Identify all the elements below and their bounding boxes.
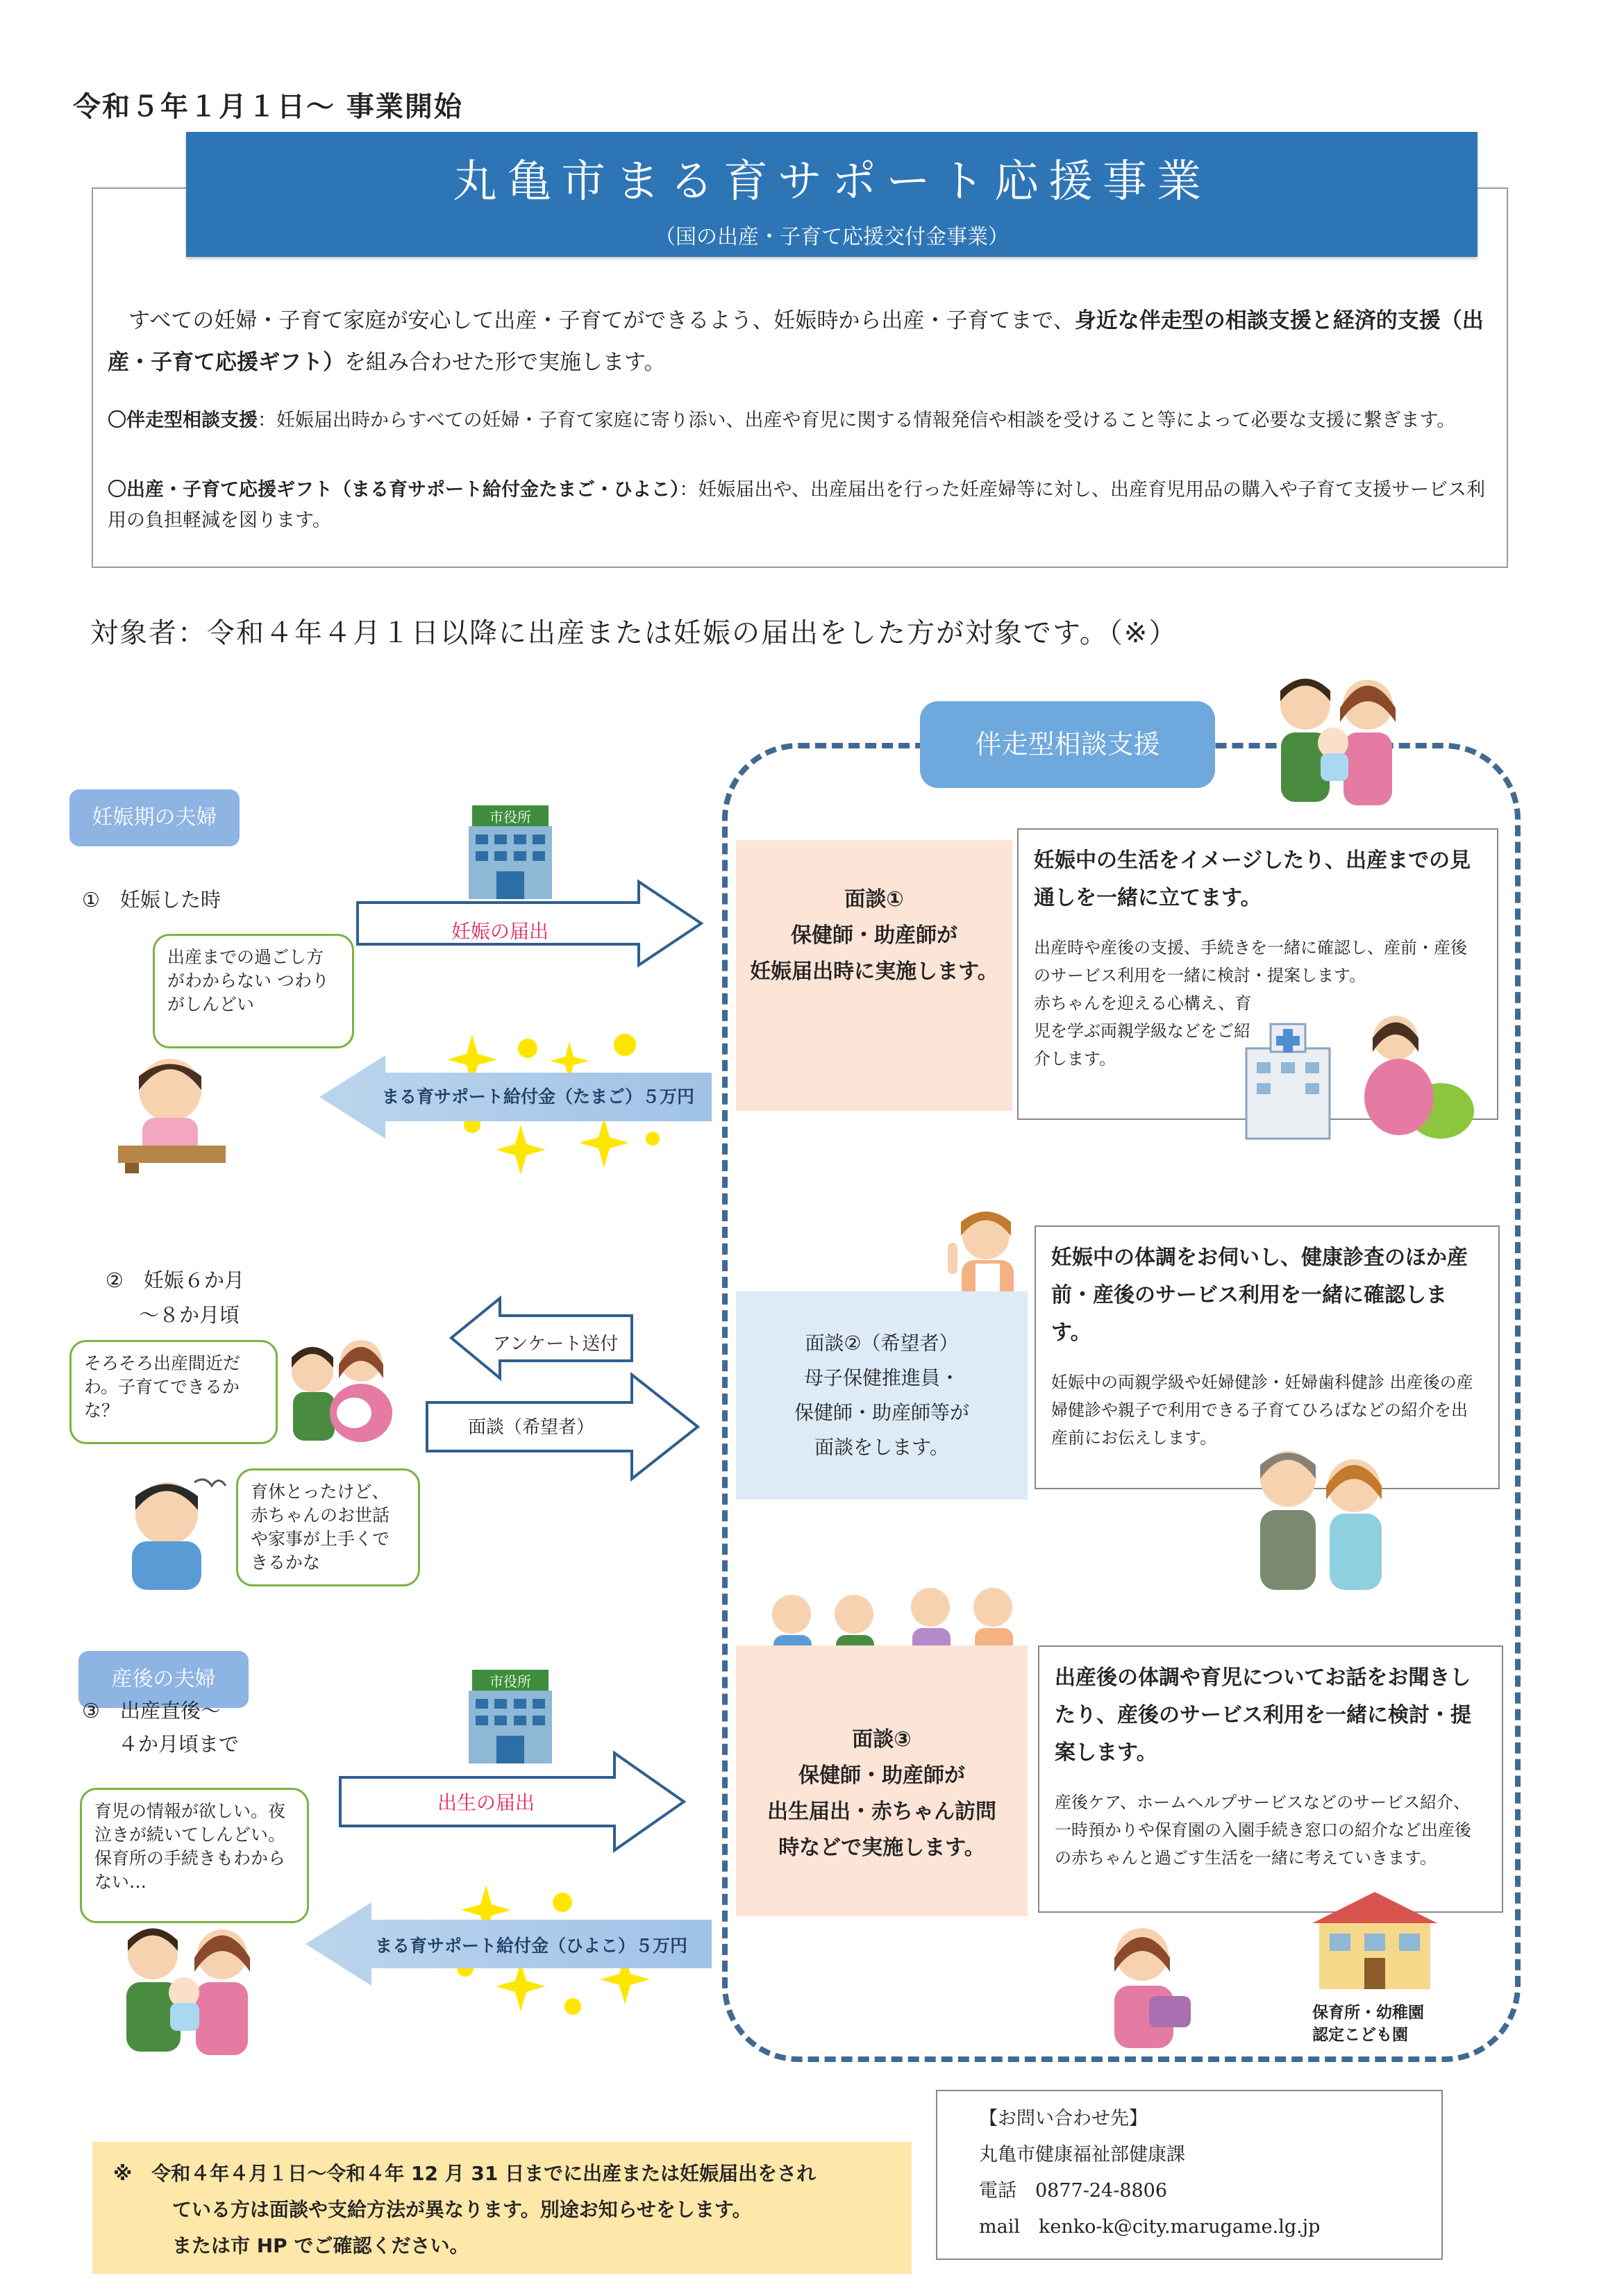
nursery-caption-line2: 認定こども園 (1312, 2026, 1408, 2044)
birth-notification-label: 出生の届出 (437, 1791, 535, 1814)
contact-mail[interactable]: kenko-k@city.marugame.lg.jp (1038, 2216, 1321, 2238)
interview-3-line3: 出生届出・赤ちゃん訪問 (767, 1800, 996, 1824)
page-subtitle: （国の出産・子育て応援交付金事業） (655, 225, 1009, 249)
stage1-worry-bubble: 出産までの過ごし方がわからない つわりがしんどい (153, 934, 354, 1048)
nursery-building-icon (1305, 1888, 1444, 1993)
stage3-desc-text: 産後ケア、ホームヘルプサービスなどのサービス紹介、一時預かりや保育園の入園手続き窓口の紹介など出産後の赤ちゃんと過ごす生活を一緒に考えていきます。 (1055, 1793, 1471, 1868)
interview-2-line3: 保健師・助産師等が (794, 1401, 969, 1424)
survey-sent-label: アンケート送付 (492, 1334, 619, 1355)
intro-paragraph (108, 300, 1489, 383)
interview-3-line2: 保健師・助産師が (798, 1763, 965, 1788)
start-date: 令和５年１月１日～ 事業開始 (73, 91, 463, 123)
item2-text: ：妊娠届出や、出産届出を行った妊産婦等に対し、出産育児用品の購入や子育て支援サービス利用の負担軽減を図ります。 (108, 479, 1485, 531)
stage2-label-line1: ② 妊娠６か月 (106, 1268, 244, 1292)
page-title: 丸亀市まる育サポート応援事業 (453, 156, 1211, 208)
staff-woman-icon (937, 1201, 1028, 1305)
city-hall-sign-2: 市役所 (489, 1673, 531, 1690)
stage3-label-line2: ４か月頃まで (118, 1732, 240, 1756)
couple-consulting-icon (1243, 1441, 1396, 1593)
stage1-desc-text2: 赤ちゃんを迎える心構え、育児を学ぶ両親学級などをご紹介します。 (1034, 994, 1252, 1069)
interview-3-line4: 時などで実施します。 (778, 1836, 985, 1860)
stage3-label-line1: ③ 出産直後～ (82, 1699, 221, 1723)
interview-2-title: 面談②（希望者） (805, 1332, 959, 1355)
couple-illustration-icon (1257, 667, 1416, 812)
stage3-description (1038, 1645, 1503, 1913)
tamago-benefit-label: まる育サポート給付金（たまご）５万円 (381, 1087, 694, 1107)
pregnancy-notification-label: 妊娠の届出 (451, 920, 549, 943)
tag-pregnant-couple: 妊娠期の夫婦 (69, 789, 240, 846)
interview-1-line3: 妊娠届出時に実施します。 (750, 960, 998, 984)
stage1-label: ① 妊娠した時 (82, 888, 221, 912)
couple-pregnant-icon (278, 1333, 403, 1444)
worried-woman-icon (104, 1048, 229, 1173)
interview-1-title: 面談① (844, 887, 904, 912)
city-hall-sign: 市役所 (489, 809, 531, 826)
interview-2-line2: 母子保健推進員・ (803, 1366, 960, 1389)
worried-man-icon (111, 1468, 229, 1590)
interview-request-label: 面談（希望者） (467, 1417, 594, 1438)
contact-box (936, 2090, 1443, 2260)
contact-mail-label: mail (979, 2216, 1020, 2238)
intro-text-a: すべての妊婦・子育て家庭が安心して出産・子育てができるよう、妊娠時から出産・子育てまで、 (128, 308, 1075, 333)
note-line2: ている方は面談や支給方法が異なります。別途お知らせをします。 (172, 2198, 752, 2221)
item1-head: 〇伴走型相談支援 (108, 410, 258, 431)
contact-dept: 丸亀市健康福祉部健康課 (979, 2144, 1185, 2165)
interview-1-line2: 保健師・助産師が (791, 923, 957, 948)
intro-text-b: 身近な伴走型の相談支援と経済的支援（出産・子育て応援ギフト） (108, 308, 1484, 375)
tired-mother-icon (1090, 1916, 1201, 2048)
target-audience: 対象者：令和４年４月１日以降に出産または妊娠の届出をした方が対象です。（※） (90, 617, 1178, 649)
interview-2-box (736, 1291, 1028, 1500)
couple-with-baby-icon (111, 1916, 278, 2055)
item1-text: ：妊娠届出時からすべての妊婦・子育て家庭に寄り添い、出産や育児に関する情報発信や相談を受けること等によって必要な支援に繋ぎます。 (258, 410, 1456, 431)
intro-item-2 (108, 475, 1493, 536)
stage1-desc-heading: 妊娠中の生活をイメージしたり、出産までの見通しを一緒に立てます。 (1034, 848, 1471, 910)
tag-postpartum-couple: 産後の夫婦 (78, 1651, 249, 1708)
contact-tel[interactable]: 0877-24-8806 (1035, 2180, 1168, 2202)
note-line3: または市 HP でご確認ください。 (172, 2234, 469, 2257)
note-box (92, 2142, 912, 2274)
interview-1-box (736, 840, 1012, 1111)
hospital-and-pregnant-woman-icon (1239, 1007, 1475, 1146)
stage2-desc-heading: 妊娠中の体調をお伺いし、健康診査のほか産前・産後のサービス利用を一緒に確認します。 (1051, 1246, 1468, 1345)
intro-text-c: を組み合わせた形で実施します。 (344, 350, 666, 375)
stage3-desc-heading: 出産後の体調や育児についてお話をお聞きしたり、産後のサービス利用を一緒に検討・提案します。 (1055, 1666, 1471, 1765)
note-line1: ※ 令和４年４月１日～令和４年 12 月 31 日までに出産または妊娠届出をされ (113, 2162, 817, 2185)
support-banner: 伴走型相談支援 (920, 701, 1215, 788)
stage2-label-line2: ～８か月頃 (139, 1303, 240, 1327)
title-banner (186, 132, 1477, 257)
stage2-worry-bubble-mom: そろそろ出産間近だわ。子育てできるかな？ (69, 1340, 278, 1444)
item2-head: 〇出産・子育て応援ギフト（まる育サポート給付金たまご・ひよこ） (108, 479, 680, 501)
hiyoko-benefit-label: まる育サポート給付金（ひよこ）５万円 (374, 1936, 687, 1956)
stage2-desc-text: 妊娠中の両親学級や妊婦健診・妊婦歯科健診 出産後の産婦健診や親子で利用できる子育てひろばなどの紹介を出産前にお伝えします。 (1051, 1373, 1473, 1448)
nursery-caption-line1: 保育所・幼稚園 (1312, 2004, 1424, 2022)
contact-tel-label: 電話 (979, 2180, 1016, 2202)
stage1-desc-text1: 出産時や産後の支援、手続きを一緒に確認し、産前・産後のサービス利用を一緒に検討・提案します。 (1034, 938, 1467, 985)
interview-3-title: 面談③ (852, 1727, 912, 1752)
stage3-worry-bubble: 育児の情報が欲しい。夜泣きが続いてしんどい。保育所の手続きもわからない… (80, 1788, 309, 1923)
interview-2-line4: 面談をします。 (814, 1436, 949, 1459)
interview-3-box (736, 1645, 1028, 1916)
contact-heading: 【お問い合わせ先】 (979, 2108, 1148, 2129)
stage2-worry-bubble-dad: 育休とったけど、赤ちゃんのお世話や家事が上手くできるかな (236, 1468, 420, 1586)
intro-item-1 (108, 405, 1493, 436)
